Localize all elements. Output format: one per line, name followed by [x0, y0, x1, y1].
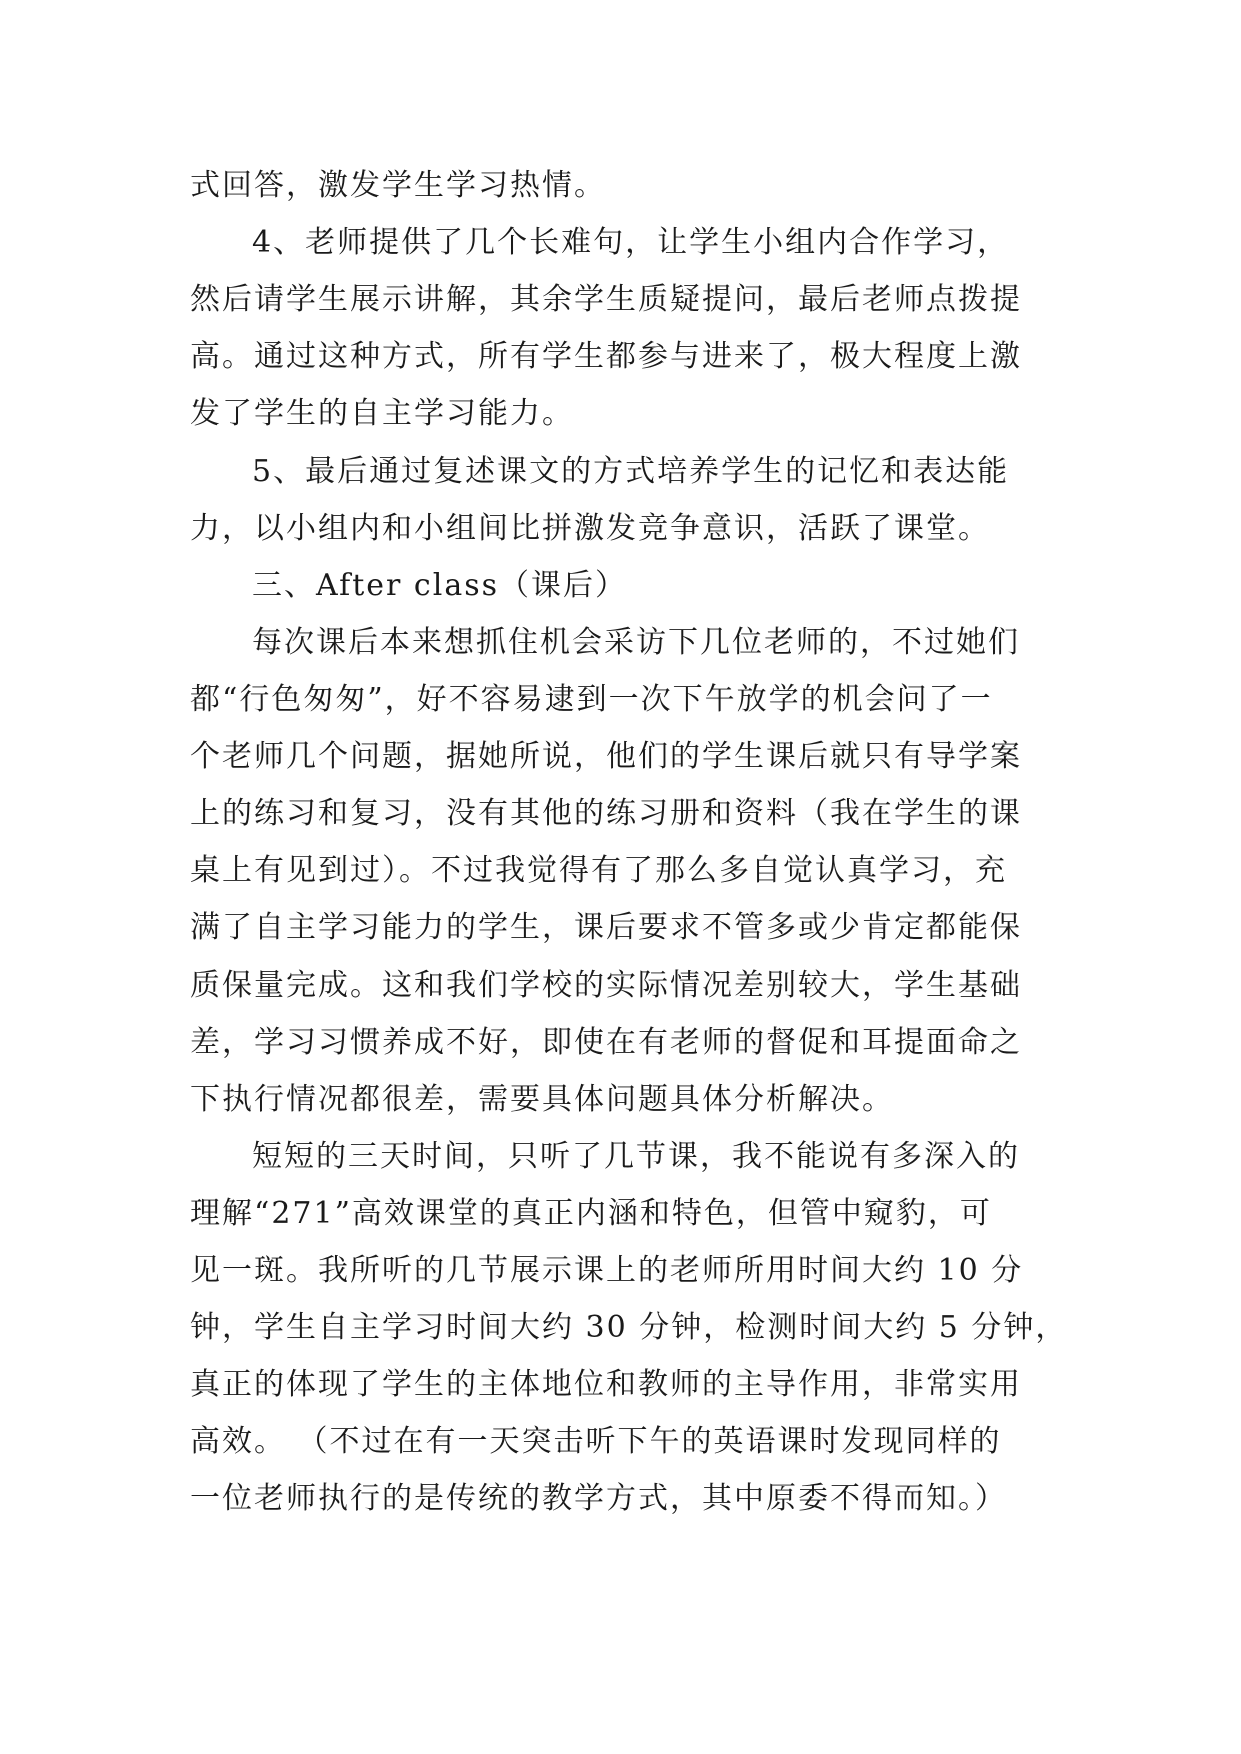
text-line: 短短的三天时间，只听了几节课，我不能说有多深入的	[252, 1139, 1020, 1174]
text-line: 5、最后通过复述课文的方式培养学生的记忆和表达能	[252, 454, 1010, 489]
text-line: 高。通过这种方式，所有学生都参与进来了，极大程度上激	[190, 339, 1022, 374]
text-line: 见一斑。我所听的几节展示课上的老师所用时间大约 10 分	[190, 1253, 1024, 1288]
text-line: 每次课后本来想抓住机会采访下几位老师的，不过她们	[252, 625, 1020, 660]
text-line: 都“行色匆匆”，好不容易逮到一次下午放学的机会问了一	[190, 682, 993, 717]
text-line: 4、老师提供了几个长难句，让学生小组内合作学习，	[252, 225, 1010, 260]
text-line: 桌上有见到过）。不过我觉得有了那么多自觉认真学习，充	[190, 853, 1007, 888]
text-line: 下执行情况都很差，需要具体问题具体分析解决。	[190, 1082, 894, 1117]
text-line: 差，学习习惯养成不好，即使在有老师的督促和耳提面命之	[190, 1025, 1022, 1060]
text-line: 式回答，激发学生学习热情。	[190, 168, 606, 203]
text-line: 满了自主学习能力的学生，课后要求不管多或少肯定都能保	[190, 910, 1022, 945]
text-line: 理解“271”高效课堂的真正内涵和特色，但管中窥豹，可	[190, 1196, 992, 1231]
text-line: 质保量完成。这和我们学校的实际情况差别较大，学生基础	[190, 968, 1022, 1003]
text-line: 真正的体现了学生的主体地位和教师的主导作用，非常实用	[190, 1367, 1022, 1402]
text-line: 一位老师执行的是传统的教学方式，其中原委不得而知。）	[190, 1481, 1007, 1516]
text-line: 上的练习和复习，没有其他的练习册和资料（我在学生的课	[190, 796, 1022, 831]
text-line: 然后请学生展示讲解，其余学生质疑提问，最后老师点拨提	[190, 282, 1022, 317]
text-line: 高效。 （不过在有一天突击听下午的英语课时发现同样的	[190, 1424, 1002, 1459]
text-line: 钟，学生自主学习时间大约 30 分钟，检测时间大约 5 分钟，	[190, 1310, 1068, 1345]
section-heading: 三、After class（课后）	[252, 568, 628, 603]
text-line: 个老师几个问题，据她所说，他们的学生课后就只有导学案	[190, 739, 1022, 774]
text-line: 发了学生的自主学习能力。	[190, 396, 574, 431]
text-line: 力，以小组内和小组间比拼激发竞争意识，活跃了课堂。	[190, 511, 990, 546]
